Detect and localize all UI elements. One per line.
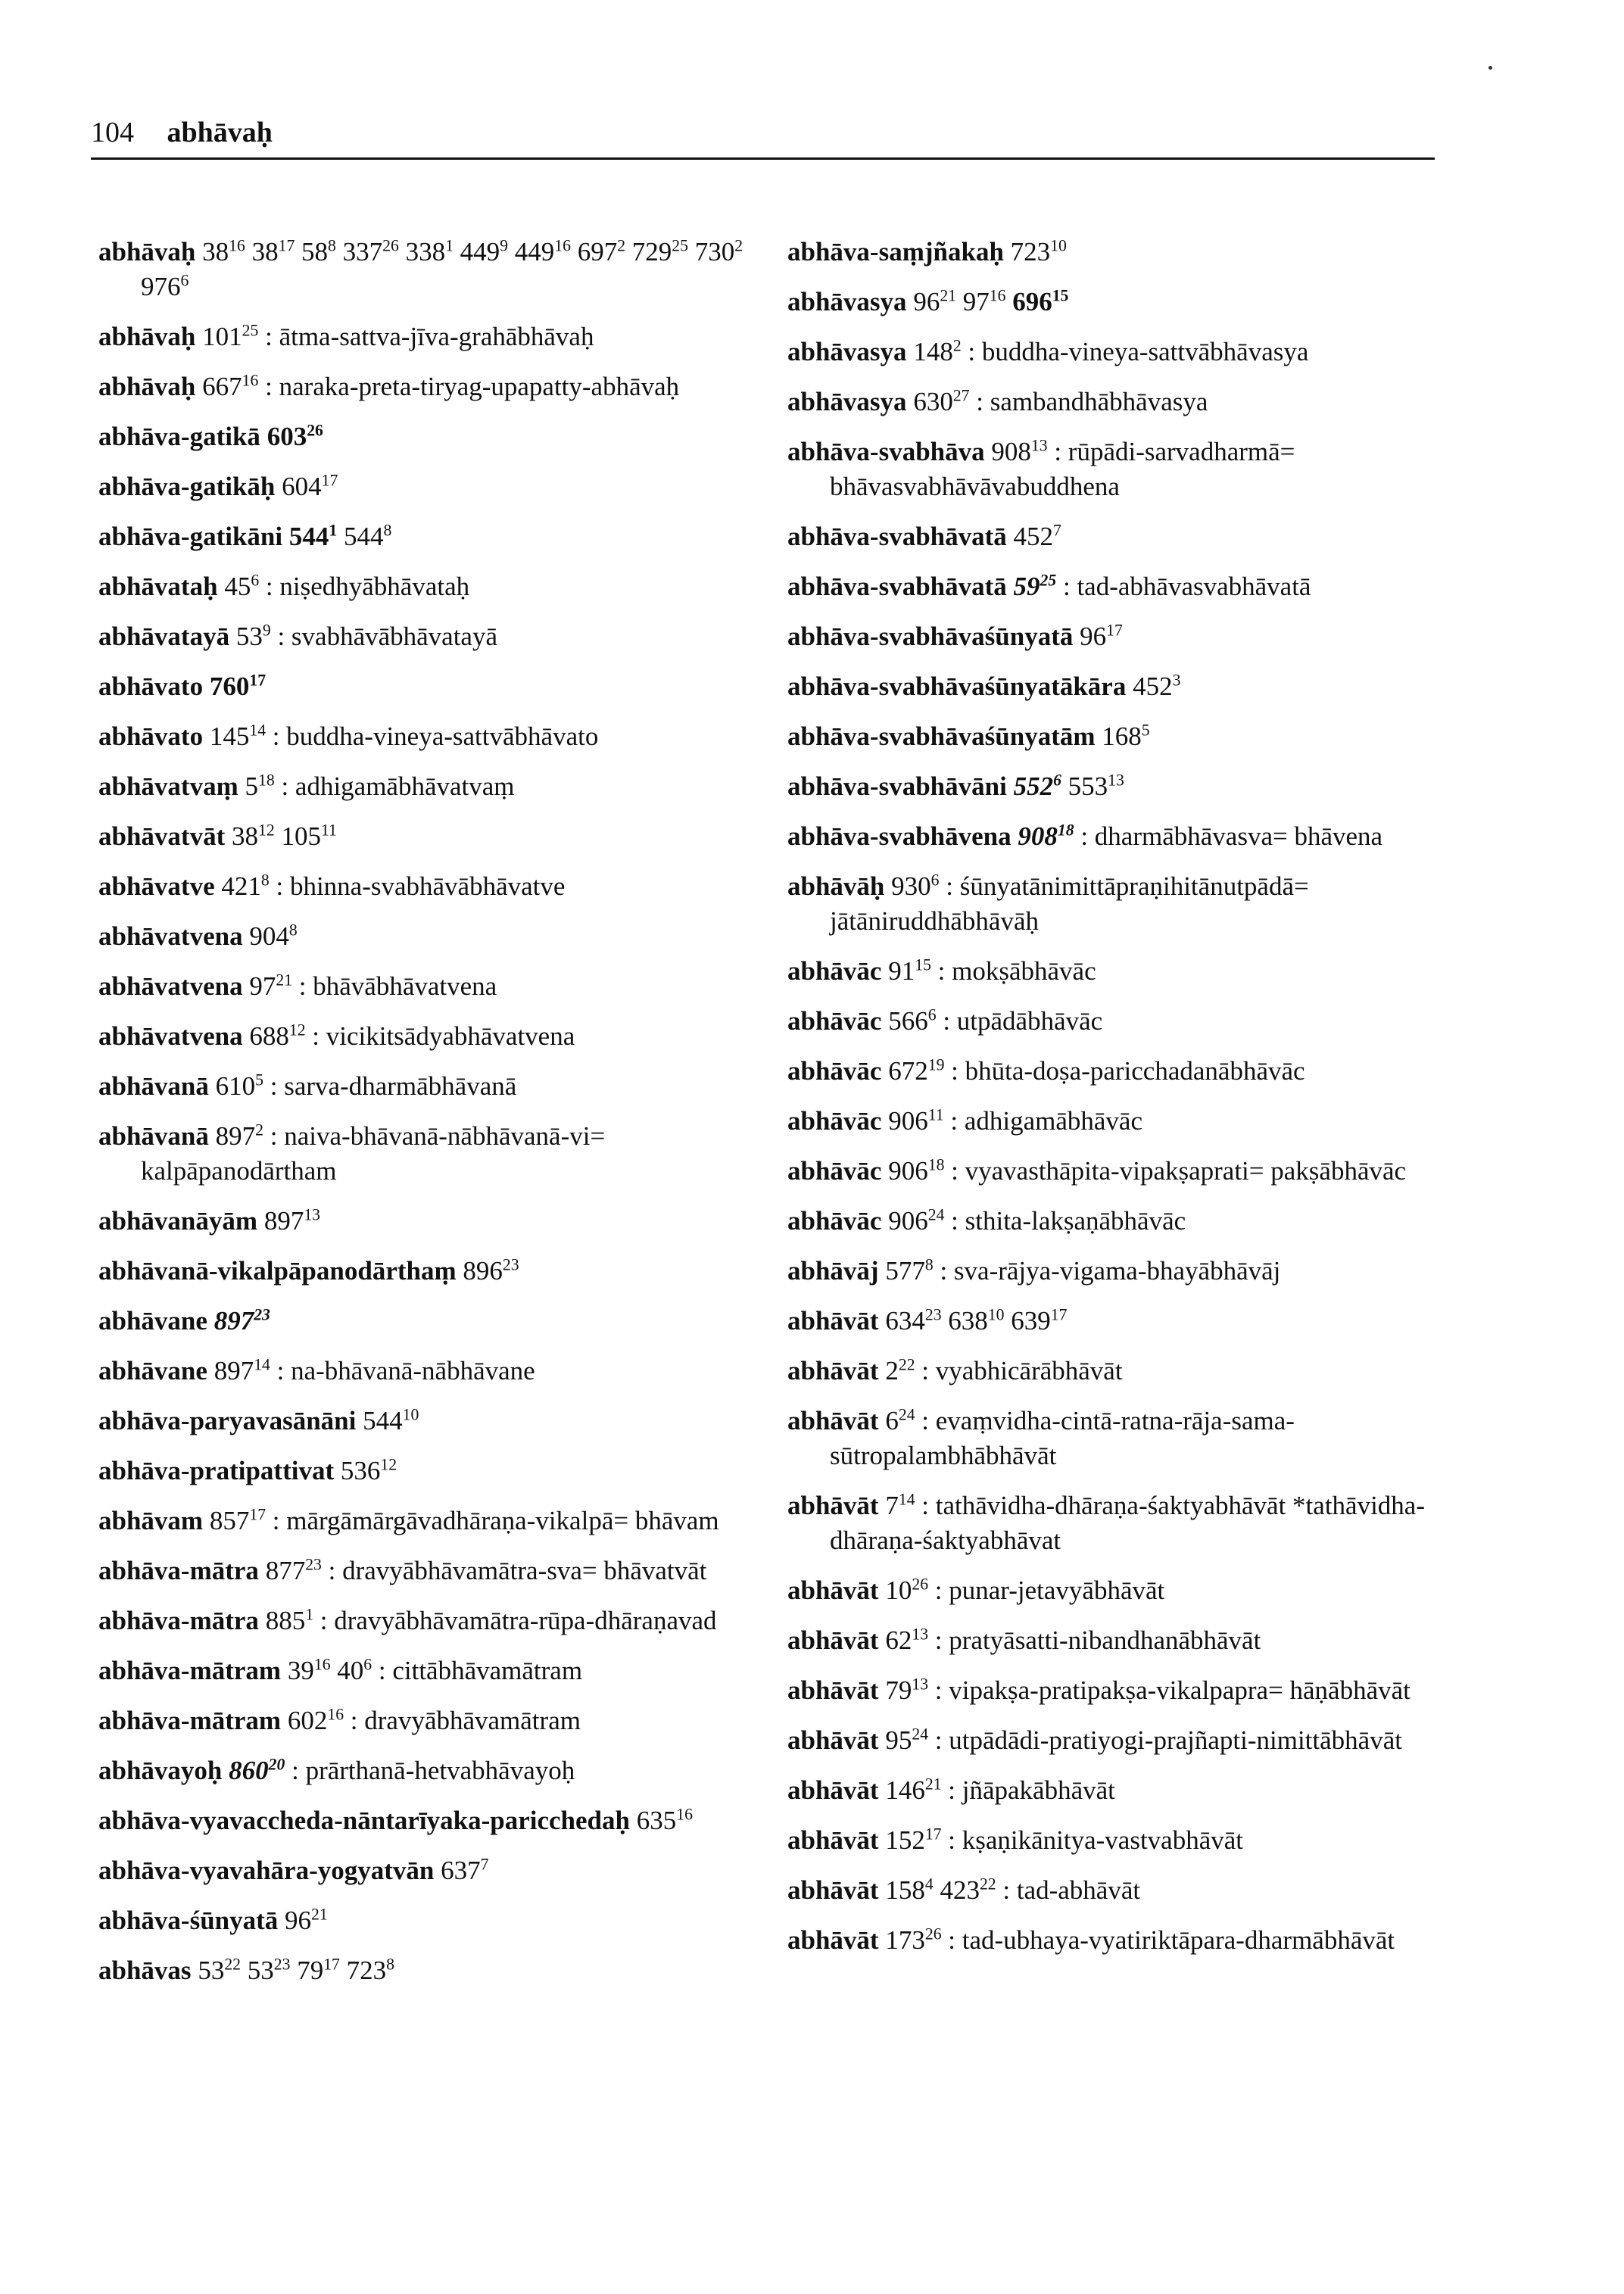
entry-headword: abhāvāḥ: [787, 871, 885, 901]
entry-references: $97^{21}$ : bhāvābhāvatvena: [242, 971, 497, 1001]
index-entry: [787, 1304, 1454, 1339]
index-entry: [98, 819, 765, 854]
entry-references: $672^{19}$ : bhūta-doṣa-paricchadanābhāvāc: [881, 1055, 1305, 1086]
entry-references: $906^{18}$ : vyavasthāpita-vipakṣaprati= pakṣābhāvāc: [881, 1155, 1407, 1186]
entry-headword: abhāvaḥ: [98, 322, 196, 351]
entry-headword: abhāva-svabhāva: [787, 437, 985, 466]
entry-references: $152^{17}$ : kṣaṇikānitya-vastvabhāvāt: [878, 1825, 1244, 1855]
entry-headword: abhāva-vyavahāra-yogyatvān: [98, 1856, 435, 1885]
entry-headword: abhāva-saṃjñakaḥ: [787, 237, 1004, 266]
entry-references: $904^8$: [242, 921, 298, 951]
entry-references: $79^{13}$ : vipakṣa-pratipakṣa-vikalpapra= hāṇābhāvāt: [878, 1675, 1410, 1705]
entry-references: $906^{24}$ : sthita-lakṣaṇābhāvāc: [881, 1205, 1186, 1236]
entry-references: $146^{21}$ : jñāpakābhāvāt: [878, 1775, 1115, 1805]
entry-references: $6^{24}$ : evaṃvidha-cintā-ratna-rāja-sama-sūtropalambhābhāvāt: [830, 1405, 1295, 1470]
entry-headword: abhāvasya: [787, 287, 907, 316]
entry-references: $635^{16}$: [629, 1805, 693, 1835]
entry-references: $857^{17}$ : mārgāmārgāvadhāraṇa-vikalpā= bhāvam: [203, 1505, 719, 1535]
index-entry: [98, 669, 765, 704]
entry-references: $906^{11}$ : adhigamābhāvāc: [881, 1105, 1142, 1136]
index-entry: [98, 1653, 765, 1688]
entry-headword: abhāvasya: [787, 387, 907, 416]
entry-references: $95^{24}$ : utpādādi-pratiyogi-prajñapti-nimittābhāvāt: [878, 1725, 1402, 1755]
index-entry: [98, 1953, 765, 1988]
index-entry: [787, 954, 1454, 989]
index-entry: [787, 769, 1454, 804]
entry-headword: abhāvatvāt: [98, 821, 226, 851]
index-entry: [98, 1853, 765, 1888]
index-entry: [98, 1703, 765, 1738]
entry-headword: abhāvāt: [787, 1775, 879, 1805]
entry-headword: abhāvāt: [787, 1356, 879, 1385]
index-entry: [98, 869, 765, 904]
entry-references: $148^2$ : buddha-vineya-sattvābhāvasya: [906, 336, 1309, 366]
entry-references: $637^7$: [434, 1855, 489, 1885]
index-entry: [98, 1304, 765, 1339]
entry-references: $59^{25}$ : tad-abhāvasvabhāvatā: [1013, 571, 1311, 601]
entry-headword: abhāvāt: [787, 1406, 879, 1435]
entry-headword: abhāvāc: [787, 1106, 882, 1136]
index-entry: [98, 569, 765, 604]
entry-headword: abhāvatvena: [98, 921, 243, 951]
entry-headword: abhāvāj: [787, 1256, 879, 1286]
entry-references: $930^6$ : śūnyatānimittāpraṇihitānutpādā= jātāniruddhābhāvāḥ: [830, 871, 1309, 936]
index-entry: [98, 1069, 765, 1104]
entry-headword: abhāvāt: [787, 1725, 879, 1755]
entry-headword: abhāva-gatikāḥ: [98, 472, 276, 501]
entry-references: $2^{22}$ : vyabhicārābhāvāt: [878, 1355, 1123, 1385]
index-entry: [787, 435, 1454, 504]
index-entry: [787, 1573, 1454, 1608]
index-entry: [787, 235, 1454, 270]
index-entry: [98, 619, 765, 654]
right-column: [787, 235, 1454, 1973]
entry-headword: abhāvayoḥ: [98, 1756, 223, 1785]
entry-headword: abhāva-mātra: [98, 1556, 259, 1585]
index-entry: [98, 1504, 765, 1538]
index-entry: [98, 1604, 765, 1638]
index-entry: [98, 1803, 765, 1838]
entry-references: $877^{23}$ : dravyābhāvamātra-sva= bhāvatvāt: [258, 1555, 707, 1585]
entry-references: $603^{26}$: [267, 421, 323, 451]
index-entry: [98, 469, 765, 504]
entry-references: $53^{22}$ $53^{23}$ $79^{17}$ $723^8$: [191, 1955, 394, 1985]
entry-references: $452^3$: [1126, 671, 1181, 701]
entry-references: $885^1$ : dravyābhāvamātra-rūpa-dhāraṇavad: [258, 1605, 717, 1635]
entry-references: $38^{12}$ $105^{11}$: [225, 821, 337, 851]
entry-headword: abhāvanā-vikalpāpanodārthaṃ: [98, 1256, 457, 1286]
page-speck: [1488, 66, 1492, 70]
entry-headword: abhāvatvena: [98, 1021, 243, 1051]
index-entry: [98, 235, 765, 304]
entry-headword: abhāvāt: [787, 1925, 879, 1955]
index-entry: [98, 1254, 765, 1289]
entry-references: $688^{12}$ : vicikitsādyabhāvatvena: [242, 1021, 575, 1051]
entry-headword: abhāvanā: [98, 1071, 209, 1101]
index-entry: [787, 1404, 1454, 1473]
index-entry: [787, 1923, 1454, 1958]
running-headword: abhāvaḥ: [167, 117, 273, 148]
index-entry: [787, 719, 1454, 754]
index-entry: [98, 369, 765, 404]
entry-headword: abhāvato: [98, 672, 204, 701]
entry-headword: abhāvatvena: [98, 971, 243, 1001]
entry-references: $577^8$ : sva-rājya-vigama-bhayābhāvāj: [878, 1255, 1281, 1286]
entry-references: $860^{20}$ : prārthanā-hetvabhāvayoḥ: [229, 1755, 575, 1785]
entry-headword: abhāvāt: [787, 1675, 879, 1705]
entry-references: $552^6$ $553^{13}$: [1013, 771, 1124, 801]
entry-references: $145^{14}$ : buddha-vineya-sattvābhāvato: [203, 721, 599, 751]
entry-headword: abhāva-svabhāvatā: [787, 572, 1007, 601]
entry-headword: abhāvaḥ: [98, 237, 196, 266]
index-entry: [787, 335, 1454, 369]
entry-headword: abhāva-paryavasānāni: [98, 1406, 357, 1435]
entry-headword: abhāva-svabhāvaśūnyatākāra: [787, 672, 1127, 701]
index-entry: [787, 569, 1454, 604]
entry-headword: abhāvāc: [787, 1056, 882, 1086]
entry-headword: abhāva-mātram: [98, 1706, 282, 1735]
entry-headword: abhāvane: [98, 1306, 207, 1336]
entry-references: $908^{13}$ : rūpādi-sarvadharmā= bhāvasvabhāvāvabuddhena: [830, 436, 1295, 501]
entry-headword: abhāvāc: [787, 1206, 882, 1236]
entry-references: $908^{18}$ : dharmābhāvasva= bhāvena: [1018, 821, 1383, 851]
index-entry: [98, 519, 765, 554]
entry-references: $566^6$ : utpādābhāvāc: [881, 1005, 1103, 1036]
index-entry: [787, 1488, 1454, 1558]
index-entry: [98, 919, 765, 954]
entry-references: $604^{17}$: [275, 471, 338, 501]
entry-references: $723^{10}$: [1003, 236, 1067, 266]
entry-headword: abhāva-śūnyatā: [98, 1906, 279, 1935]
index-entry: [98, 1204, 765, 1239]
entry-headword: abhāvanā: [98, 1121, 209, 1151]
index-entry: [98, 1903, 765, 1938]
entry-references: $39^{16}$ $40^6$ : cittābhāvamātram: [281, 1655, 583, 1685]
entry-headword: abhāva-svabhāvatā: [787, 522, 1007, 551]
index-entry: [98, 1404, 765, 1438]
index-entry: [787, 819, 1454, 854]
entry-headword: abhāva-gatikāni: [98, 522, 283, 551]
entry-references: $536^{12}$: [334, 1455, 397, 1485]
index-entry: [787, 1204, 1454, 1239]
entry-references: $602^{16}$ : dravyābhāvamātram: [281, 1705, 581, 1735]
entry-references: $45^6$ : niṣedhyābhāvataḥ: [217, 571, 470, 601]
index-entry: [787, 1354, 1454, 1389]
entry-headword: abhāvatve: [98, 871, 215, 901]
index-entry: [98, 419, 765, 454]
entry-references: $96^{17}$: [1073, 621, 1123, 651]
page-number: 104: [91, 117, 134, 148]
entry-references: $168^5$: [1095, 721, 1150, 751]
entry-references: $897^{13}$: [257, 1205, 320, 1236]
entry-headword: abhāvāt: [787, 1875, 879, 1905]
entry-references: $452^7$: [1006, 521, 1061, 551]
page-header: [91, 114, 1435, 160]
entry-headword: abhāva-mātram: [98, 1656, 282, 1685]
index-entry: [98, 1554, 765, 1588]
index-entry: [787, 619, 1454, 654]
index-entry: [98, 1119, 765, 1189]
entry-headword: abhāva-svabhāvaśūnyatā: [787, 622, 1074, 651]
entry-references: $158^4$ $423^{22}$ : tad-abhāvāt: [878, 1875, 1141, 1905]
index-entry: [787, 1104, 1454, 1139]
index-entry: [787, 285, 1454, 319]
entry-headword: abhāva-svabhāvāni: [787, 771, 1007, 801]
entry-headword: abhāvāt: [787, 1825, 879, 1855]
index-entry: [98, 1354, 765, 1389]
entry-headword: abhāvāt: [787, 1576, 879, 1605]
index-entry: [787, 1154, 1454, 1189]
entry-references: $96^{21}$ $97^{16}$ $696^{15}$: [906, 286, 1069, 316]
entry-references: $173^{26}$ : tad-ubhaya-vyatiriktāpara-dharmābhāvāt: [878, 1925, 1395, 1955]
entry-headword: abhāvāc: [787, 1006, 882, 1036]
index-entry: [98, 769, 765, 804]
entry-references: $544^1$ $544^8$: [288, 521, 392, 551]
entry-references: $5^{18}$ : adhigamābhāvatvaṃ: [238, 771, 515, 801]
entry-headword: abhāva-svabhāvaśūnyatām: [787, 722, 1096, 751]
index-entry: [98, 1454, 765, 1488]
entry-headword: abhāvanāyām: [98, 1206, 258, 1236]
entry-headword: abhāvane: [98, 1356, 207, 1385]
entry-references: $421^8$ : bhinna-svabhāvābhāvatve: [214, 871, 566, 901]
index-entry: [98, 719, 765, 754]
index-entry: [787, 385, 1454, 419]
entry-headword: abhāvaḥ: [98, 372, 196, 401]
entry-references: $38^{16}$ $38^{17}$ $58^8$ $337^{26}$ $338^1$ $449^9$ $449^{16}$ $697^2$ $729^{25}$ $730^2$ $976^6$: [141, 236, 743, 301]
entry-headword: abhāva-pratipattivat: [98, 1456, 335, 1485]
index-entry: [787, 1773, 1454, 1808]
entry-references: $62^{13}$ : pratyāsatti-nibandhanābhāvāt: [878, 1625, 1261, 1655]
entry-headword: abhāvasya: [787, 337, 907, 366]
entry-references: $53^9$ : svabhāvābhāvatayā: [229, 621, 497, 651]
index-entry: [787, 1873, 1454, 1908]
entry-headword: abhāvato: [98, 722, 204, 751]
entry-references: $544^{10}$: [356, 1405, 419, 1435]
entry-headword: abhāvataḥ: [98, 572, 218, 601]
entry-references: $897^{14}$ : na-bhāvanā-nābhāvane: [207, 1355, 535, 1385]
index-entry: [787, 869, 1454, 939]
index-entry: [787, 1054, 1454, 1089]
index-entry: [787, 519, 1454, 554]
index-entry: [787, 669, 1454, 704]
entry-headword: abhāvāt: [787, 1625, 879, 1655]
index-entry: [787, 1254, 1454, 1289]
entry-headword: abhāvatvaṃ: [98, 771, 238, 801]
entry-references: $91^{15}$ : mokṣābhāvāc: [881, 955, 1096, 986]
index-entry: [787, 1004, 1454, 1039]
entry-references: $634^{23}$ $638^{10}$ $639^{17}$: [878, 1305, 1068, 1336]
index-entry: [98, 1019, 765, 1054]
entry-references: $667^{16}$ : naraka-preta-tiryag-upapatty-abhāvaḥ: [195, 371, 680, 401]
entry-headword: abhāvatayā: [98, 622, 230, 651]
entry-headword: abhāvāc: [787, 956, 882, 986]
entry-references: $897^{23}$: [214, 1305, 270, 1336]
entry-headword: abhāva-gatikā: [98, 422, 260, 451]
index-entry: [98, 1753, 765, 1788]
index-entry: [787, 1823, 1454, 1858]
entry-headword: abhāva-mātra: [98, 1606, 259, 1635]
entry-references: $630^{27}$ : sambandhābhāvasya: [906, 386, 1208, 416]
entry-headword: abhāvas: [98, 1956, 192, 1985]
entry-references: $101^{25}$ : ātma-sattva-jīva-grahābhāvaḥ: [195, 321, 594, 351]
index-entry: [787, 1623, 1454, 1658]
entry-references: $897^2$ : naiva-bhāvanā-nābhāvanā-vi= kalpāpanodārtham: [141, 1121, 606, 1186]
index-entry: [98, 969, 765, 1004]
index-entry: [98, 319, 765, 354]
left-column: [98, 235, 765, 2003]
entry-references: $610^5$ : sarva-dharmābhāvanā: [208, 1071, 517, 1101]
entry-headword: abhāvam: [98, 1506, 204, 1535]
index-entry: [787, 1673, 1454, 1708]
index-entry: [787, 1723, 1454, 1758]
entry-references: $896^{23}$: [456, 1255, 519, 1286]
entry-references: $96^{21}$: [278, 1905, 328, 1935]
entry-references: $7^{14}$ : tathāvidha-dhāraṇa-śaktyabhāvāt *tathāvidha-dhāraṇa-śaktyabhāvat: [830, 1490, 1425, 1555]
entry-references: $760^{17}$: [209, 671, 267, 701]
entry-references: $10^{26}$ : punar-jetavyābhāvāt: [878, 1575, 1165, 1605]
entry-headword: abhāva-vyavaccheda-nāntarīyaka-paricchedaḥ: [98, 1806, 630, 1835]
entry-headword: abhāva-svabhāvena: [787, 821, 1011, 851]
entry-headword: abhāvāc: [787, 1156, 882, 1186]
entry-headword: abhāvāt: [787, 1306, 879, 1336]
entry-headword: abhāvāt: [787, 1491, 879, 1520]
